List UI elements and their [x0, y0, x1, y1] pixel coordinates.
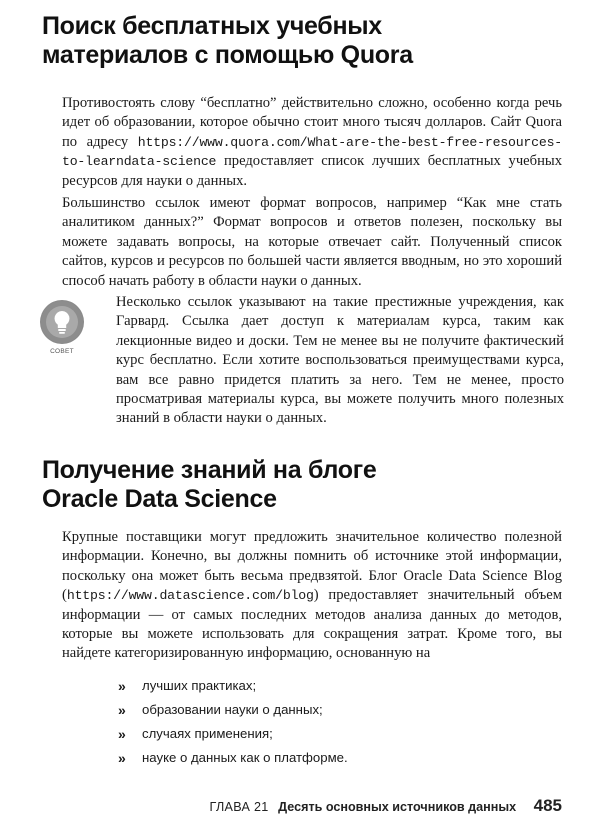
list-item	[118, 722, 348, 746]
footer-chapter: ГЛАВА 21	[209, 800, 269, 814]
bullet-mark: »	[118, 702, 126, 718]
list-item-text: лучших практиках;	[142, 678, 257, 693]
list-item-text: образовании науки о данных;	[142, 702, 323, 717]
quora-url-link[interactable]: https://www.quora.com/What-are-the-best-free-resources-to-learndata-science	[62, 134, 562, 170]
list-item-text: случаях применения;	[142, 726, 273, 741]
section-heading-quora	[42, 12, 413, 70]
bullet-mark: »	[118, 678, 126, 694]
paragraph-text: ) предоставляет значительный объем информации — от самых последних методов анализа данных до методов, которые вы можете использовать для сокращения затрат. Кроме того, вы найдете категоризированную информацию, основанную на	[62, 587, 562, 662]
paragraph-text: Противостоять слову “бесплатно” действительно сложно, особенно когда речь идет об образовании, которое обычно стоит много тысяч долларов. Сайт Quora по адресу	[62, 95, 562, 150]
heading-line-2: материалов с помощью Quora	[42, 41, 413, 69]
bullet-mark: »	[118, 726, 126, 742]
tip-label: СОВЕТ	[50, 348, 74, 355]
paragraph-text: предоставляет список лучших бесплатных учебных ресурсов для науки о данных.	[62, 153, 562, 189]
page-number: 485	[533, 796, 562, 815]
quora-body	[62, 94, 562, 294]
list-item	[118, 746, 348, 770]
quora-paragraph-2: Большинство ссылок имеют формат вопросов, например “Как мне стать аналитиком данных?” Формат вопросов и ответов полезен, поскольку вы можете задавать вопросы, на которые отвечает сайт. Полученный список сайтов, курсов и ресурсов по большей части является вводным, но это хороший способ начать работу в области науки о данных.	[62, 195, 562, 289]
list-item	[118, 674, 348, 698]
section-heading-oracle	[42, 456, 376, 514]
page-footer	[0, 796, 562, 816]
heading-line-1: Поиск бесплатных учебных	[42, 12, 382, 40]
lightbulb-icon	[40, 300, 84, 344]
list-item-text: науке о данных как о платформе.	[142, 750, 348, 765]
datascience-url-link[interactable]: https://www.datascience.com/blog	[66, 588, 314, 604]
bullet-mark: »	[118, 750, 126, 766]
oracle-body	[62, 528, 562, 667]
oracle-paragraph-1	[62, 528, 562, 664]
quora-paragraph-1	[62, 94, 562, 191]
tip-text: Несколько ссылок указывают на такие престижные учреждения, как Гарвард. Ссылка дает доступ к материалам курса, таким как лекционные видео и доски. Тем не менее вы не получите фактический курс бесплатно. Если хотите воспользоваться преимуществами курса, вам все равно придется платить за него. Тем не менее, просто просматривая материалы курса, вы можете получить много полезных знаний в области науки о данных.	[116, 294, 564, 427]
paragraph-text: Крупные поставщики могут предложить значительное количество полезной информации. Конечно, вы должны помнить об источнике этой информации, поскольку она может быть весьма предвзятой. Блог Oracle Data Science Blog (	[62, 529, 562, 604]
footer-title: Десять основных источников данных	[278, 800, 517, 814]
heading-line-2: Oracle Data Science	[42, 485, 277, 513]
list-item	[118, 698, 348, 722]
heading-line-1: Получение знаний на блоге	[42, 456, 377, 484]
bullet-list	[118, 674, 348, 770]
